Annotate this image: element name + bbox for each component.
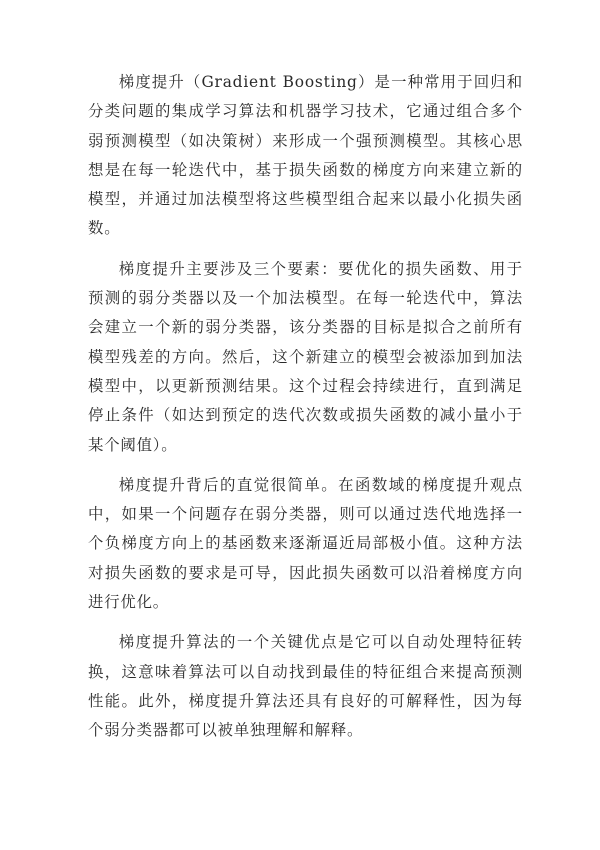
paragraph-advantages: 梯度提升算法的一个关键优点是它可以自动处理特征转换，这意味着算法可以自动找到最佳的特征组合来提高预测性能。此外，梯度提升算法还具有良好的可解释性，因为每个弱分类器都可以被单独理解和解释。	[88, 633, 523, 740]
paragraph-intro: 梯度提升（Gradient Boosting）是一种常用于回归和分类问题的集成学习算法和机器学习技术，它通过组合多个弱预测模型（如决策树）来形成一个强预测模型。其核心思想是在每一轮迭代中，基于损失函数的梯度方向来建立新的模型，并通过加法模型将这些模型组合起来以最小化损失函数。	[88, 73, 523, 238]
paragraph-elements: 梯度提升主要涉及三个要素：要优化的损失函数、用于预测的弱分类器以及一个加法模型。在每一轮迭代中，算法会建立一个新的弱分类器，该分类器的目标是拟合之前所有模型残差的方向。然后，这个新建立的模型会被添加到加法模型中，以更新预测结果。这个过程会持续进行，直到满足停止条件（如达到预定的迭代次数或损失函数的减小量小于某个阈值）。	[88, 259, 523, 454]
document-body	[88, 68, 523, 757]
paragraph-intuition: 梯度提升背后的直觉很简单。在函数域的梯度提升观点中，如果一个问题存在弱分类器，则可以通过迭代地选择一个负梯度方向上的基函数来逐渐逼近局部极小值。这种方法对损失函数的要求是可导，因此损失函数可以沿着梯度方向进行优化。	[88, 475, 523, 612]
